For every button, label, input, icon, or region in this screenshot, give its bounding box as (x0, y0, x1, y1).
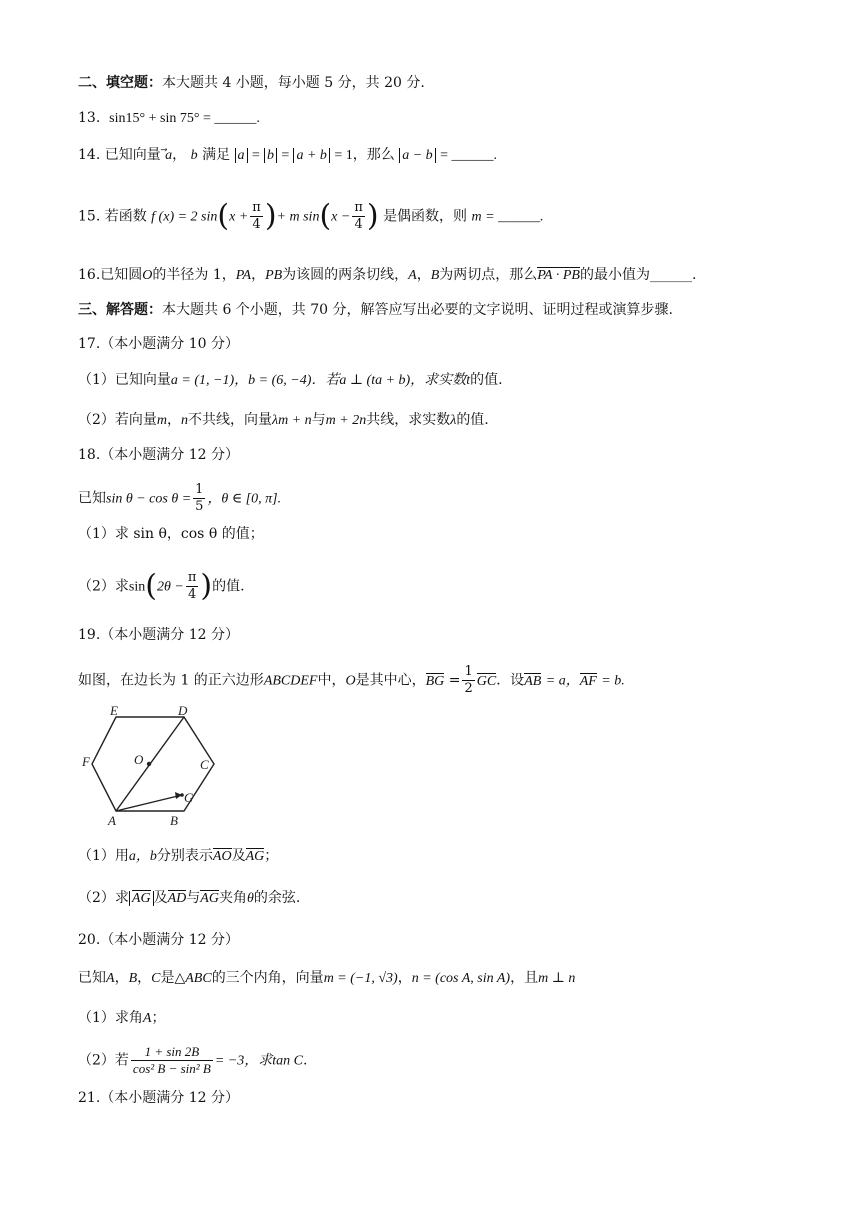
q13-expression: sin15° + sin 75° = ______. (109, 111, 260, 126)
q14-vec-a: a (165, 148, 173, 163)
q18-part2: （2）求sin(2θ − $\frac{\pi}{4}$ )的值. (78, 568, 245, 604)
q16-A: A (408, 268, 417, 283)
q16-vector: PA · PB (537, 268, 580, 283)
section2-title: 二、填空题： (78, 75, 162, 91)
label-E: E (110, 703, 118, 718)
q16-t3: 为该圆的两条切线， (282, 267, 409, 283)
q19-stem: 如图，在边长为 1 的正六边形ABCDEF中，O是其中心，BG = $\frac{1}{2}$ GC．设AB = a，AF = b. (78, 664, 625, 696)
q19-heading: 19.（本小题满分 12 分） (78, 627, 239, 643)
q17-part1: （1）已知向量a = (1, −1)，b = (6, −4)．若a ⊥ (ta + b)，求实数t的值. (78, 372, 503, 388)
q15-end: m = ______. (471, 209, 544, 225)
center-point-O (147, 762, 151, 766)
q14-target: a − b (399, 148, 435, 163)
q14-sep: ， (172, 147, 187, 163)
q19-part2: （2）求 AG 及AD与AG夹角θ的余弦. (78, 890, 301, 906)
q15-number: 15. (78, 208, 101, 225)
label-O: O (134, 752, 144, 767)
q16-t2: 的半径为 1， (152, 267, 236, 283)
q18-given: 已知sin θ − cos θ = $\frac{1}{5}$ ，θ ∈ [0, π]. (78, 482, 282, 514)
q14-number: 14. (78, 147, 101, 163)
q16-t4: 为两切点，那么 (439, 267, 538, 283)
q13-number: 13. (78, 110, 101, 126)
q15-post: 是偶函数，则 (383, 208, 468, 225)
question-13 (78, 108, 260, 129)
q14-condition: a = b = a + b (235, 148, 330, 163)
q16-O: O (142, 268, 153, 283)
question-15: 15. 若函数 f (x) = 2 sin(x + $\frac{\pi}{4}$ )+ m sin(x − $\frac{\pi}{4}$ ) 是偶函数，则 m = ______. (78, 198, 544, 234)
q19-part1: （1）用a，b分别表示AO及AG； (78, 848, 279, 864)
q16-B: B (430, 268, 440, 283)
q18-part1: （1）求 sin θ，cos θ 的值； (78, 526, 264, 542)
q16-number: 16. (78, 267, 101, 283)
section2-desc: 本大题共 4 小题，每小题 5 分，共 20 分. (162, 75, 425, 91)
question-16 (78, 265, 696, 286)
section3-heading (78, 300, 673, 320)
q20-part1: （1）求角A； (78, 1010, 166, 1026)
label-G: G (184, 790, 194, 805)
q20-stem: 已知A，B，C是△ABC的三个内角，向量m = (−1, √3)，n = (cos A, sin A)，且m ⊥ n (78, 970, 576, 986)
section2-heading (78, 73, 425, 93)
q16-PA: PA (235, 268, 252, 283)
q14-pre: 已知向量 (104, 147, 161, 163)
q16-PB: PB (265, 268, 283, 283)
q16-t5: 的最小值为______. (579, 267, 697, 283)
q18-heading: 18.（本小题满分 12 分） (78, 447, 239, 463)
section3-desc: 本大题共 6 个小题，共 70 分，解答应写出必要的文字说明、证明过程或演算步骤. (162, 302, 673, 318)
q14-cond-text: = 1，那么 (334, 148, 395, 163)
label-B: B (170, 813, 178, 827)
label-C: C (200, 757, 209, 772)
q14-vec-b: b (190, 148, 198, 163)
q17-heading: 17.（本小题满分 10 分） (78, 336, 239, 352)
hexagon-figure (78, 703, 220, 827)
q16-c2: ， (416, 267, 431, 283)
q16-t1: 已知圆 (100, 267, 143, 283)
q16-c1: ， (251, 267, 266, 283)
q21-heading: 21.（本小题满分 12 分） (78, 1090, 239, 1106)
label-F: F (82, 754, 90, 769)
q17-part2: （2）若向量m，n不共线，向量λm + n与m + 2n共线，求实数λ的值. (78, 412, 489, 428)
q15-pre: 若函数 (104, 208, 147, 225)
section3-title: 三、解答题： (78, 302, 162, 318)
q14-mid: 满足 (202, 147, 231, 163)
question-14 (78, 145, 497, 166)
q20-part2: （2）若 $\frac{1 + \sin 2B}{\text{cos² B − sin² B}}$ = −3，求tan C. (78, 1044, 308, 1076)
q14-end: = ______. (440, 148, 498, 163)
label-D: D (178, 703, 188, 718)
q15-function: f (x) = 2 sin (151, 209, 218, 225)
label-A: A (108, 813, 116, 827)
q20-heading: 20.（本小题满分 12 分） (78, 932, 239, 948)
